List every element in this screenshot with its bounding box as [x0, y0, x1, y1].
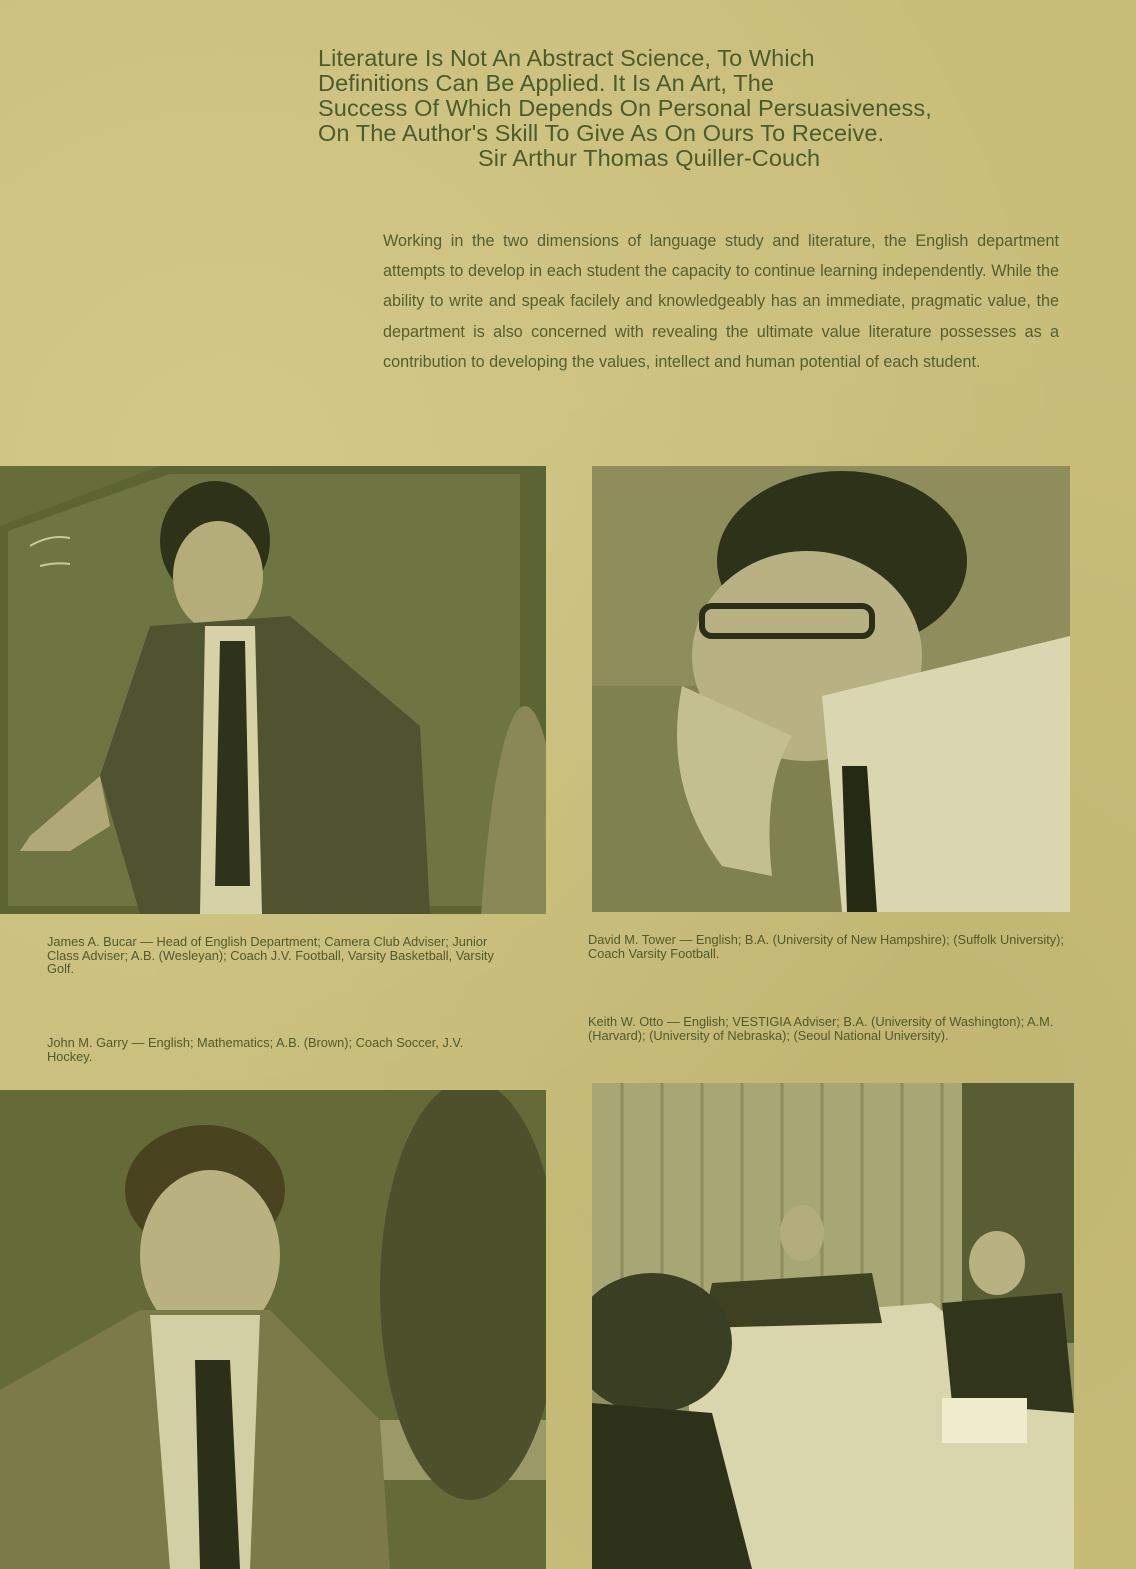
quotation	[318, 46, 1108, 171]
photo-bucar	[0, 466, 546, 914]
quote-line-4: On The Author's Skill To Give As On Ours To Receive.	[318, 120, 885, 146]
caption-garry: John M. Garry — English; Mathematics; A.B. (Brown); Coach Soccer, J.V. Hockey.	[47, 1035, 464, 1064]
quote-line-2: Definitions Can Be Applied. It Is An Art, The	[318, 70, 775, 96]
photo-otto	[592, 1083, 1074, 1569]
caption-bucar: James A. Bucar — Head of English Department; Camera Club Adviser; Junior Class Adviser; A.B. (Wesleyan); Coach J.V. Football, Varsity Basketball, Varsity Golf.	[47, 934, 494, 976]
photo-tower	[592, 466, 1070, 912]
caption-otto: Keith W. Otto — English; VESTIGIA Adviser; B.A. (University of Washington); A.M. (Harvard); (University of Nebraska); (Seoul National University).	[588, 1014, 1054, 1043]
quote-author: Sir Arthur Thomas Quiller-Couch	[478, 145, 821, 171]
quote-line-1: Literature Is Not An Abstract Science, To Which	[318, 45, 815, 71]
quote-line-3: Success Of Which Depends On Personal Persuasiveness,	[318, 95, 932, 121]
department-intro: Working in the two dimensions of language study and literature, the English department attempts to develop in each student the capacity to continue learning independently. While the ability to write and speak facilely and knowledgeably has an immediate, pragmatic value, the department is also concerned with revealing the ultimate value literature possesses as a contribution to developing the values, intellect and human potential of each student.	[383, 232, 1059, 371]
photo-garry	[0, 1090, 546, 1569]
caption-tower: David M. Tower — English; B.A. (University of New Hampshire); (Suffolk University); Coach Varsity Football.	[588, 932, 1064, 961]
